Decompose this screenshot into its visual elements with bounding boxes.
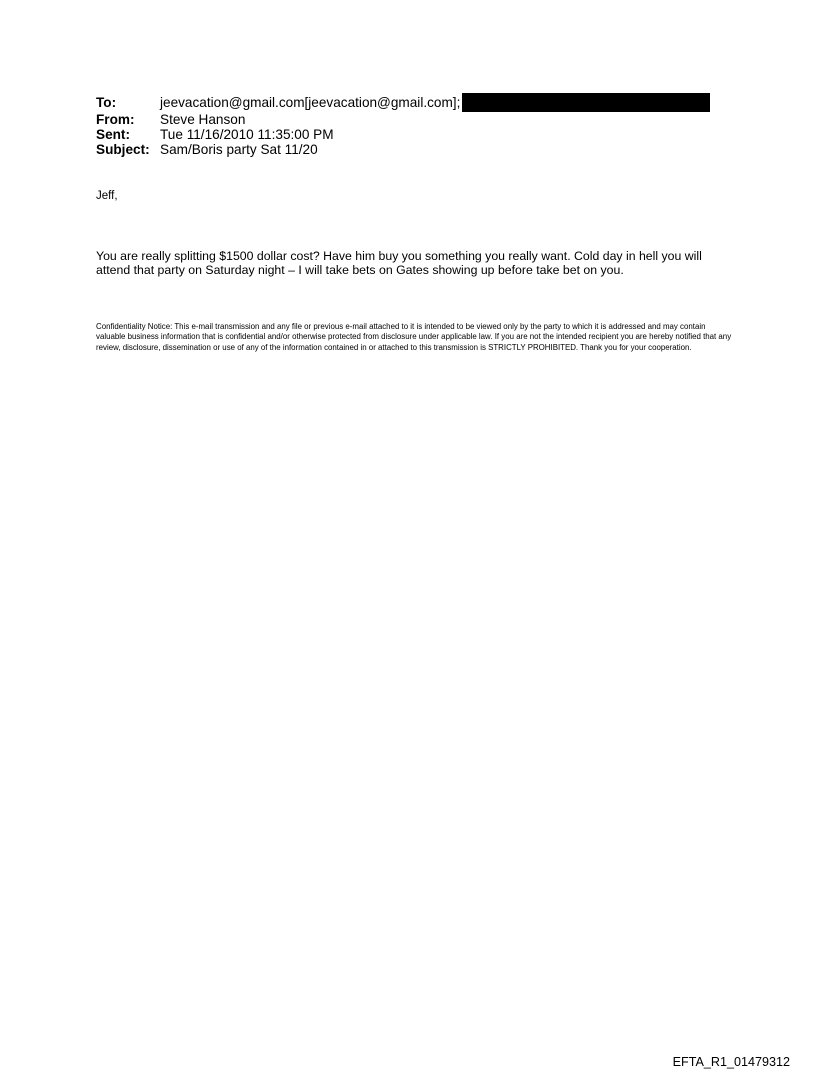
email-header xyxy=(96,93,736,157)
email-body: You are really splitting $1500 dollar cost? Have him buy you something you really want. Cold day in hell you will attend that party on Saturday night – I will take bets on Gates showing up before take bet on you. xyxy=(96,249,702,277)
from-row xyxy=(96,112,736,127)
to-row xyxy=(96,93,736,112)
email-greeting: Jeff, xyxy=(96,190,118,202)
from-value: Steve Hanson xyxy=(160,112,246,127)
subject-row xyxy=(96,142,736,157)
from-label: From: xyxy=(96,112,135,127)
to-value: jeevacation@gmail.com[jeevacation@gmail.com]; xyxy=(160,95,461,110)
sent-row xyxy=(96,127,736,142)
to-label: To: xyxy=(96,95,117,110)
sent-value: Tue 11/16/2010 11:35:00 PM xyxy=(160,127,334,142)
to-value-group xyxy=(160,93,710,112)
sent-label: Sent: xyxy=(96,127,130,142)
subject-value: Sam/Boris party Sat 11/20 xyxy=(160,142,318,157)
confidentiality-notice: Confidentiality Notice: This e-mail transmission and any file or previous e-mail attached to it is intended to be viewed only by the party to which it is addressed and may contain valuable business information that is confidential and/or otherwise protected from disclosure under applicable law. If you are not the intended recipient you are hereby notified that any review, disclosure, dissemination or use of any of the information contained in or attached to this transmission is STRICTLY PROHIBITED. Thank you for your cooperation. xyxy=(96,322,732,352)
subject-label: Subject: xyxy=(96,142,150,157)
document-id: EFTA_R1_01479312 xyxy=(672,1055,790,1069)
redaction-block xyxy=(462,93,710,112)
